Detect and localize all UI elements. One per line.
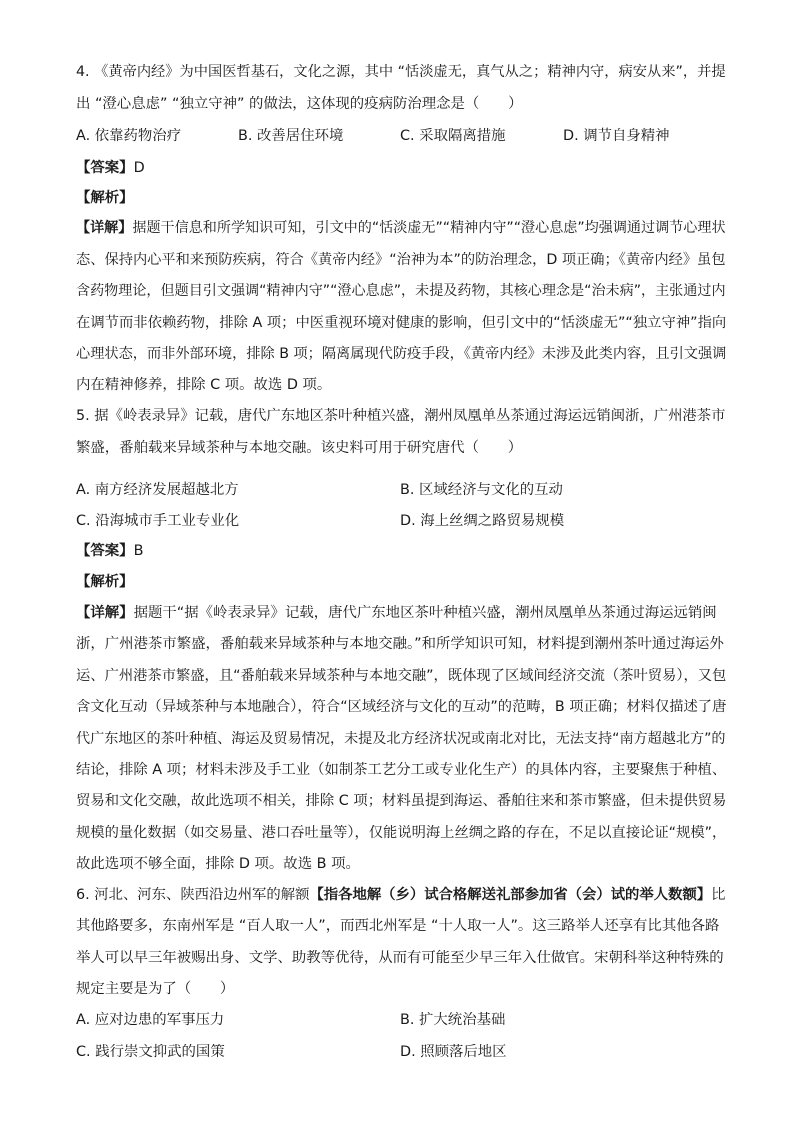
q5-option-d: D. 海上丝绸之路贸易规模 — [400, 513, 565, 529]
answer-value: D — [133, 160, 145, 176]
q6-stem-line-1 — [76, 885, 724, 905]
q5-detail-line-5: 代广东地区的茶叶种植、海运及贸易情况，未提及北方经济状况或南北对比，无法支持“南方超越北方”的 — [76, 731, 726, 747]
q5-detail-line-6: 结论，排除 A 项；材料未涉及手工业（如制茶工艺分工或专业化生产）的具体内容，主要聚焦于种植、 — [76, 762, 727, 778]
q4-option-c: C. 采取隔离措施 — [400, 128, 506, 144]
q5-option-a: A. 南方经济发展超越北方 — [76, 482, 239, 498]
q4-detail-line-5: 心理状态，而非外部环境，排除 B 项；隔离属现代防疫手段，《黄帝内经》未涉及此类内容，且引文强调 — [76, 346, 727, 362]
answer-label: 【答案】 — [76, 160, 134, 176]
q5-detail-line-3: 运、广州港茶市繁盛，且“番舶载来异域茶种与本地交融”，既体现了区域间经济交流（茶叶贸易），又包 — [76, 668, 727, 684]
q6-stem-line-2: 其他路要多，东南州军是 “百人取一人”，而西北州军是 “十人取一人”。这三路举人还享有比其他各路 — [76, 918, 720, 934]
q6-option-b: B. 扩大统治基础 — [400, 1012, 506, 1028]
q4-stem-line-1: 4. 《黄帝内经》为中国医哲基石，文化之源，其中 “恬淡虚无，真气从之；精神内守，病安从来”，并提 — [76, 64, 726, 80]
q6-stem-line-3: 举人可以早三年被赐出身、文学、助教等优待，从而有可能至少早三年入仕做官。宋朝科举这种特殊的 — [76, 950, 724, 966]
q4-detail-line-6: 内在精神修养，排除 C 项。故选 D 项。 — [76, 377, 332, 393]
q4-detail-line-1 — [76, 218, 726, 238]
detail-text: 据题干信息和所学知识可知，引文中的“恬淡虚无”“精神内守”“澄心息虑”均强调通过调节心理状 — [132, 220, 726, 236]
q4-detail-line-2: 态、保持内心平和来预防疾病，符合《黄帝内经》“治神为本”的防治理念，D 项正确；《黄帝内经》虽包 — [76, 252, 726, 268]
q5-detail-line-7: 贸易和文化交融，故此选项不相关，排除 C 项；材料虽提到海运、番舶往来和茶市繁盛，但未提供贸易 — [76, 793, 727, 809]
q6-stem-line-4: 规定主要是为了（ ） — [76, 981, 235, 997]
q5-detail-line-9: 故此选项不够全面，排除 D 项。故选 B 项。 — [76, 856, 360, 872]
answer-value: B — [133, 543, 144, 559]
q4-detail-line-4: 在调节而非依赖药物，排除 A 项；中医重视环境对健康的影响，但引文中的“恬淡虚无”“独立守神”指向 — [76, 315, 727, 331]
q5-stem-line-2: 繁盛，番舶载来异域茶种与本地交融。该史料可用于研究唐代（ ） — [76, 440, 523, 456]
q6-stem-text-end: 比 — [711, 887, 726, 903]
q5-detail-line-1 — [76, 603, 726, 623]
q4-analysis-label: 【解析】 — [76, 190, 134, 206]
q4-option-d: D. 调节自身精神 — [563, 128, 670, 144]
q6-option-c: C. 践行崇文抑武的国策 — [76, 1044, 225, 1060]
q5-detail-line-2: 浙，广州港茶市繁盛，番舶载来异域茶种与本地交融。”和所学知识可知，材料提到潮州茶叶通过海运外 — [76, 636, 724, 652]
q5-detail-line-8: 规模的量化数据（如交易量、港口吞吐量等），仅能说明海上丝绸之路的存在，不足以直接论证“规模”， — [76, 825, 727, 841]
q4-answer — [76, 158, 726, 178]
q6-stem-note: 【指各地解（乡）试合格解送礼部参加省（会）试的举人数额】 — [309, 887, 712, 903]
q5-option-b: B. 区域经济与文化的互动 — [400, 482, 563, 498]
q6-option-d: D. 照顾落后地区 — [400, 1044, 507, 1060]
q6-option-a: A. 应对边患的军事压力 — [76, 1012, 225, 1028]
q6-stem-text: 6. 河北、河东、陕西沿边州军的解额 — [76, 887, 310, 903]
q5-answer — [76, 541, 726, 561]
q5-detail-line-4: 含文化互动（异域茶种与本地融合），符合“区域经济与文化的互动”的范畴，B 项正确；材料仅描述了唐 — [76, 699, 727, 715]
detail-label: 【详解】 — [76, 605, 134, 621]
q5-stem-line-1: 5. 据《岭表录异》记载，唐代广东地区茶叶种植兴盛，潮州凤凰单丛茶通过海运远销闽浙，广州港茶市 — [76, 408, 726, 424]
detail-label: 【详解】 — [76, 220, 133, 236]
answer-label: 【答案】 — [76, 543, 134, 559]
q4-detail-line-3: 含药物理论，但题目引文强调“精神内守”“澄心息虑”，未提及药物，其核心理念是“治未病”，主张通过内 — [76, 283, 726, 299]
q4-option-a: A. 依靠药物治疗 — [76, 128, 182, 144]
q5-option-c: C. 沿海城市手工业专业化 — [76, 513, 240, 529]
q4-stem-line-2: 出 “澄心息虑” “独立守神” 的做法，这体现的疫病防治理念是（ ） — [76, 96, 523, 112]
q4-option-b: B. 改善居住环境 — [238, 128, 344, 144]
q5-analysis-label: 【解析】 — [76, 574, 134, 590]
detail-text: 据题干“据《岭表录异》记载，唐代广东地区茶叶种植兴盛，潮州凤凰单丛茶通过海运远销闽 — [133, 605, 717, 621]
